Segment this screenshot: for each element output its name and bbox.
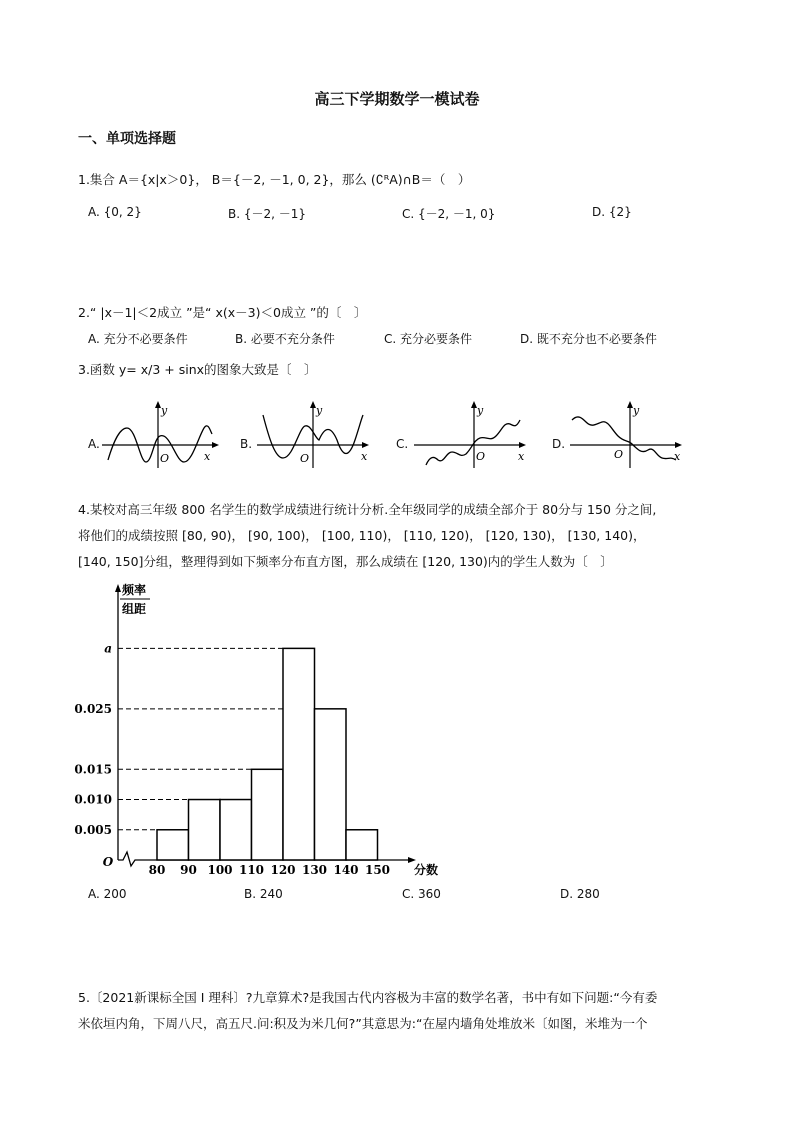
q2-stem: 2.“ |x－1|＜2成立 ”是“ x(x－3)＜0成立 ”的〔 〕 [78, 305, 367, 320]
hist-bar [315, 709, 347, 860]
hist-x-tick-label: 80 [148, 863, 166, 877]
q1-option-d: D. {2} [592, 205, 632, 219]
q3-b-y-label: y [316, 404, 323, 417]
q5-line1: 5.〔2021新课标全国 I 理科〕?九章算术?是我国古代内容极为丰富的数学名著，书中有如下问题:“今有委 [78, 990, 658, 1005]
q2-option-c: C. 充分必要条件 [384, 332, 473, 346]
q2-option-a: A. 充分不必要条件 [88, 332, 188, 346]
hist-y-tick-label: 0.025 [74, 701, 112, 716]
hist-y-tick-label: 0.005 [74, 822, 112, 837]
q3-option-b-label: B. [240, 437, 253, 451]
hist-bar [346, 830, 378, 860]
hist-y-tick-label: 0.015 [74, 762, 112, 777]
q3-stem: 3.函数 y= x/3 + sinx的图象大致是〔 〕 [78, 362, 317, 377]
q3-c-x-label: x [518, 450, 525, 463]
q3-option-c-label: C. [396, 437, 409, 451]
q3-graph-d [568, 400, 693, 470]
q3-graph-a [100, 400, 225, 470]
hist-x-tick-label: 90 [180, 863, 197, 877]
hist-xlabel: 分数 [414, 863, 439, 877]
q3-a-y-label: y [161, 404, 168, 417]
hist-ylabel-top: 频率 [121, 583, 147, 597]
hist-bar [283, 648, 315, 860]
hist-bar [157, 830, 189, 860]
q3-graph-c [412, 400, 537, 470]
q3-a-x-label: x [204, 450, 211, 463]
q3-b-x-label: x [361, 450, 368, 463]
q1-option-c: C. {－2, －1, 0} [402, 207, 496, 221]
q5-line2: 米依垣内角，下周八尺，高五尺.问:积及为米几何?”其意思为:“在屋内墙角处堆放米〔如图，米堆为一个 [78, 1016, 648, 1031]
hist-x-tick-label: 110 [238, 863, 265, 877]
hist-origin: O [102, 855, 114, 869]
hist-x-tick-label: 150 [364, 863, 391, 877]
q1-option-a: A. {0, 2} [88, 205, 142, 219]
q2-option-b: B. 必要不充分条件 [235, 332, 335, 346]
page-title: 高三下学期数学一模试卷 [314, 90, 480, 108]
q3-d-y-label: y [633, 404, 640, 417]
hist-bar [252, 769, 284, 860]
q4-line1: 4.某校对高三年级 800 名学生的数学成绩进行统计分析.全年级同学的成绩全部介于 80分与 150 分之间, [78, 502, 657, 517]
q4-option-b: B. 240 [244, 887, 283, 901]
hist-x-tick-label: 120 [270, 863, 296, 877]
q1-option-b: B. {－2, －1} [228, 207, 307, 221]
q3-graph-b [255, 400, 380, 470]
hist-bar [220, 800, 252, 860]
q3-c-origin: O [476, 450, 486, 463]
q3-option-d-label: D. [552, 437, 566, 451]
q3-d-origin: O [614, 448, 624, 461]
q2-option-d: D. 既不充分也不必要条件 [520, 332, 657, 346]
q3-d-x-label: x [674, 450, 681, 463]
hist-bar [189, 800, 221, 860]
hist-x-tick-label: 130 [301, 863, 328, 877]
hist-ylabel-bottom: 组距 [121, 602, 147, 616]
section-heading: 一、单项选择题 [78, 131, 176, 147]
q3-a-origin: O [160, 452, 170, 465]
hist-x-tick-label: 100 [207, 863, 233, 877]
q4-option-d: D. 280 [560, 887, 600, 901]
q1-stem: 1.集合 A＝{x|x＞0}， B＝{－2, －1, 0, 2}，那么 (∁ᴿA)∩B＝（ ） [78, 172, 471, 187]
q4-line3: [140, 150]分组，整理得到如下频率分布直方图，那么成绩在 [120, 130)内的学生人数为〔 〕 [78, 554, 613, 569]
q4-option-c: C. 360 [402, 887, 441, 901]
q3-b-origin: O [300, 452, 310, 465]
q4-line2: 将他们的成绩按照 [80, 90)， [90, 100)， [100, 110)， [110, 120)， [120, 130)， [130, 140)， [78, 528, 646, 543]
histogram-chart [70, 580, 450, 880]
hist-y-tick-label: 0.010 [74, 792, 112, 807]
hist-x-tick-label: 140 [333, 863, 359, 877]
hist-y-tick-label: a [104, 641, 112, 656]
q4-option-a: A. 200 [88, 887, 127, 901]
q3-c-y-label: y [477, 404, 484, 417]
q3-option-a-label: A. [88, 437, 100, 451]
